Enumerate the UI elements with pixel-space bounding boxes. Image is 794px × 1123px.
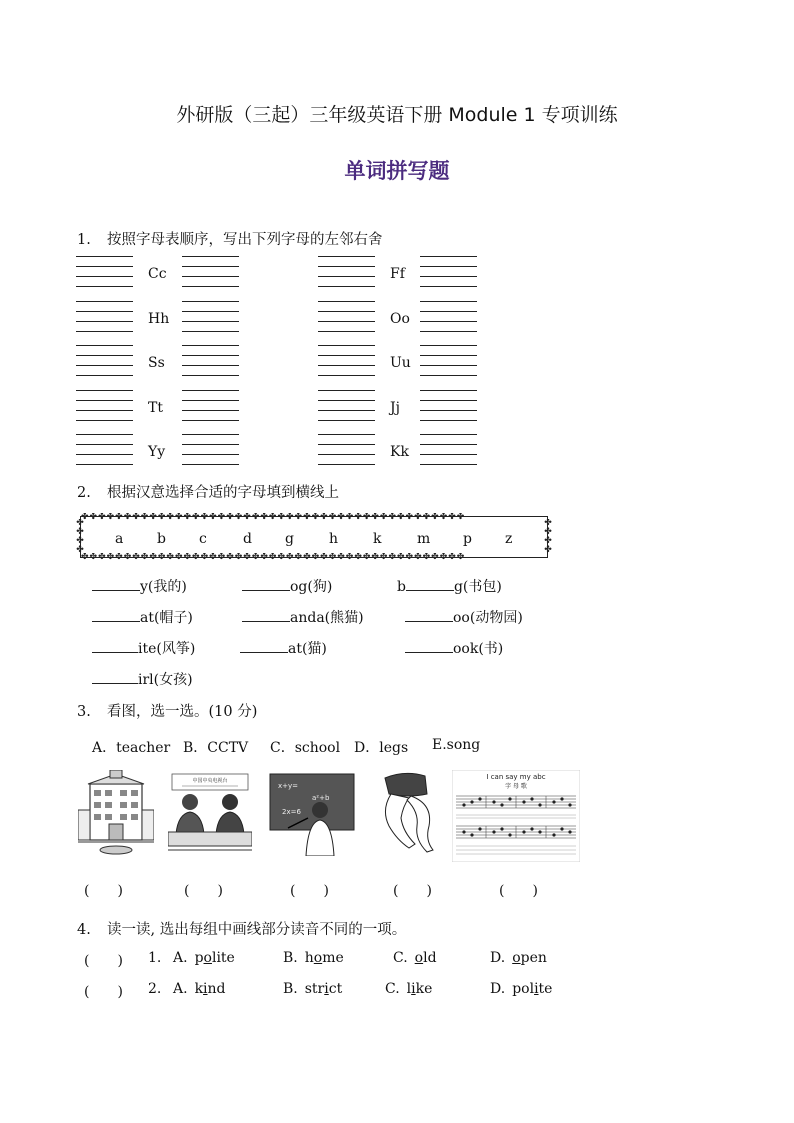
letter-bank-letter: d xyxy=(243,531,252,547)
writing-line[interactable] xyxy=(76,434,133,435)
fill-in-item xyxy=(92,576,187,596)
writing-line[interactable] xyxy=(182,464,239,465)
q1-letter-pair: Yy xyxy=(148,444,166,460)
writing-line[interactable] xyxy=(318,410,375,411)
writing-line[interactable] xyxy=(76,410,133,411)
page-subtitle: 单词拼写题 xyxy=(344,158,450,183)
writing-line[interactable] xyxy=(76,365,133,366)
word-prefix: b xyxy=(397,579,406,595)
writing-line[interactable] xyxy=(318,390,375,391)
letter-bank-letter: z xyxy=(505,531,513,547)
writing-line[interactable] xyxy=(318,444,375,445)
writing-line[interactable] xyxy=(182,400,239,401)
writing-line[interactable] xyxy=(318,286,375,287)
answer-blank[interactable] xyxy=(405,607,453,622)
writing-line[interactable] xyxy=(420,311,477,312)
writing-line[interactable] xyxy=(182,301,239,302)
option-letter: A. xyxy=(173,981,188,997)
fill-in-item xyxy=(242,576,332,596)
word-suffix: at(猫) xyxy=(288,641,327,657)
fill-in-item xyxy=(397,576,502,596)
writing-line[interactable] xyxy=(318,345,375,346)
choice-option xyxy=(490,950,547,966)
question-number: 4. xyxy=(77,922,91,938)
answer-paren-1[interactable]: ( ) xyxy=(84,883,123,899)
writing-line[interactable] xyxy=(182,375,239,376)
writing-line[interactable] xyxy=(76,331,133,332)
letter-bank-letter: a xyxy=(115,531,124,547)
fill-in-item xyxy=(405,638,503,658)
writing-line[interactable] xyxy=(420,276,477,277)
letter-bank-letter: m xyxy=(417,531,431,547)
word-part: p xyxy=(194,950,204,966)
writing-line[interactable] xyxy=(318,276,375,277)
answer-blank[interactable] xyxy=(92,576,140,591)
word-suffix: y(我的) xyxy=(140,579,187,595)
writing-line[interactable] xyxy=(76,321,133,322)
fill-in-item xyxy=(92,607,193,627)
word-part: l xyxy=(406,981,412,997)
writing-line[interactable] xyxy=(420,390,477,391)
option-letter: B. xyxy=(283,950,298,966)
alphabet-song-picture xyxy=(452,770,580,862)
ornament-border-top: ✤✤✤✤✤✤✤✤✤✤✤✤✤✤✤✤✤✤✤✤✤✤✤✤✤✤✤✤✤✤✤✤✤✤✤✤✤✤✤✤✤✤✤✤✤ xyxy=(81,513,466,521)
writing-line[interactable] xyxy=(182,331,239,332)
word-suffix: oo(动物园) xyxy=(453,610,523,626)
answer-blank[interactable] xyxy=(92,607,140,622)
option-letter: B. xyxy=(283,981,298,997)
writing-line[interactable] xyxy=(76,390,133,391)
writing-line[interactable] xyxy=(318,256,375,257)
writing-line[interactable] xyxy=(182,365,239,366)
writing-line[interactable] xyxy=(420,400,477,401)
word-part: h xyxy=(304,950,314,966)
writing-line[interactable] xyxy=(76,375,133,376)
option-c: C．school xyxy=(270,740,341,756)
word-suffix: at(帽子) xyxy=(140,610,193,626)
item-number: 1. xyxy=(148,950,162,966)
underlined-part: i xyxy=(324,981,329,997)
writing-line[interactable] xyxy=(420,355,477,356)
writing-line[interactable] xyxy=(182,256,239,257)
writing-line[interactable] xyxy=(182,355,239,356)
writing-line[interactable] xyxy=(318,375,375,376)
teacher-picture xyxy=(268,770,356,856)
option-e: E.song xyxy=(432,737,481,753)
answer-paren-5[interactable]: ( ) xyxy=(499,883,538,899)
writing-line[interactable] xyxy=(76,286,133,287)
answer-paren[interactable]: ( ) xyxy=(84,953,123,969)
question-text: 按照字母表顺序，写出下列字母的左邻右舍 xyxy=(107,232,383,248)
option-letter: C. xyxy=(385,981,400,997)
word-suffix: irl(女孩) xyxy=(138,672,193,688)
answer-blank[interactable] xyxy=(92,638,138,653)
word-part: str xyxy=(304,981,325,997)
letter-bank-letter: k xyxy=(373,531,382,547)
writing-line[interactable] xyxy=(420,345,477,346)
choice-option xyxy=(283,950,344,966)
choice-option xyxy=(385,981,432,997)
word-suffix: og(狗) xyxy=(290,579,333,595)
answer-blank[interactable] xyxy=(92,669,138,684)
word-part: te xyxy=(538,981,553,997)
underlined-part: o xyxy=(414,950,424,966)
answer-paren-3[interactable]: ( ) xyxy=(290,883,329,899)
writing-line[interactable] xyxy=(76,311,133,312)
underlined-part: o xyxy=(512,950,521,966)
question-text: 读一读, 选出每组中画线部分读音不同的一项。 xyxy=(107,922,407,938)
writing-line[interactable] xyxy=(318,420,375,421)
song-title-text: I can say my abc xyxy=(486,773,546,781)
question-3 xyxy=(77,700,257,721)
word-part: ke xyxy=(415,981,433,997)
option-a: A．teacher xyxy=(92,740,171,756)
question-text: 根据汉意选择合适的字母填到横线上 xyxy=(107,485,339,501)
fill-in-item xyxy=(242,607,364,627)
writing-line[interactable] xyxy=(420,444,477,445)
fill-in-item xyxy=(405,607,523,627)
writing-line[interactable] xyxy=(420,286,477,287)
underlined-part: i xyxy=(534,981,539,997)
letter-bank-box xyxy=(76,513,552,561)
writing-line[interactable] xyxy=(76,400,133,401)
answer-blank[interactable] xyxy=(242,576,290,591)
word-suffix: g(书包) xyxy=(453,579,502,595)
answer-paren[interactable]: ( ) xyxy=(84,984,123,1000)
letter-bank-letter: p xyxy=(463,531,472,547)
item-number: 2. xyxy=(148,981,162,997)
answer-blank[interactable] xyxy=(242,607,290,622)
writing-line[interactable] xyxy=(76,256,133,257)
writing-line[interactable] xyxy=(76,276,133,277)
letter-bank-letter: g xyxy=(285,531,294,547)
writing-line[interactable] xyxy=(182,311,239,312)
writing-line[interactable] xyxy=(182,390,239,391)
writing-line[interactable] xyxy=(420,301,477,302)
ornament-border-left: ✤ ✤ ✤ ✤ xyxy=(76,519,84,555)
answer-paren-2[interactable]: ( ) xyxy=(184,883,223,899)
word-part: pol xyxy=(512,981,535,997)
svg-text:2x=6: 2x=6 xyxy=(282,808,301,816)
writing-line[interactable] xyxy=(318,355,375,356)
writing-line[interactable] xyxy=(318,365,375,366)
option-letter: D. xyxy=(490,950,506,966)
writing-line[interactable] xyxy=(318,434,375,435)
page-title: 外研版（三起）三年级英语下册 Module 1 专项训练 xyxy=(176,104,618,126)
choice-option xyxy=(283,981,342,997)
writing-line[interactable] xyxy=(420,331,477,332)
q1-letter-pair: Hh xyxy=(148,311,170,327)
choice-option xyxy=(173,981,226,997)
writing-line[interactable] xyxy=(182,345,239,346)
svg-text:x+y=: x+y= xyxy=(278,782,299,790)
fill-in-item xyxy=(92,638,195,658)
writing-line[interactable] xyxy=(420,266,477,267)
song-cn-title-text: 字 母 歌 xyxy=(505,783,527,790)
underlined-part: o xyxy=(313,950,323,966)
writing-line[interactable] xyxy=(76,301,133,302)
legs-picture xyxy=(375,770,441,856)
option-letter: D. xyxy=(490,981,506,997)
writing-line[interactable] xyxy=(420,256,477,257)
writing-line[interactable] xyxy=(318,311,375,312)
ornament-border-right: ✤ ✤ ✤ ✤ xyxy=(544,519,552,555)
writing-line[interactable] xyxy=(318,301,375,302)
word-part: nd xyxy=(207,981,226,997)
question-4 xyxy=(77,918,406,939)
option-b: B．CCTV xyxy=(183,740,249,756)
question-number: 3. xyxy=(77,704,91,720)
writing-line[interactable] xyxy=(318,400,375,401)
writing-line[interactable] xyxy=(182,420,239,421)
question-number: 2. xyxy=(77,485,91,501)
writing-line[interactable] xyxy=(420,464,477,465)
writing-line[interactable] xyxy=(76,355,133,356)
writing-line[interactable] xyxy=(76,345,133,346)
answer-blank[interactable] xyxy=(405,638,453,653)
q1-letter-pair: Ss xyxy=(148,355,165,371)
question-number: 1. xyxy=(77,232,91,248)
writing-line[interactable] xyxy=(420,375,477,376)
writing-line[interactable] xyxy=(182,321,239,322)
q1-letter-pair: Jj xyxy=(390,400,400,416)
writing-line[interactable] xyxy=(318,454,375,455)
underlined-part: i xyxy=(203,981,208,997)
writing-line[interactable] xyxy=(182,434,239,435)
word-suffix: anda(熊猫) xyxy=(290,610,364,626)
word-part: pen xyxy=(520,950,547,966)
choice-option xyxy=(173,950,235,966)
answer-blank[interactable] xyxy=(240,638,288,653)
word-part: me xyxy=(322,950,344,966)
writing-line[interactable] xyxy=(420,365,477,366)
writing-line[interactable] xyxy=(182,410,239,411)
choice-option xyxy=(490,981,552,997)
cctv-sign-text: 中国中央电视台 xyxy=(192,778,228,784)
writing-line[interactable] xyxy=(420,454,477,455)
writing-line[interactable] xyxy=(76,420,133,421)
underlined-part: i xyxy=(411,981,416,997)
q1-letter-pair: Cc xyxy=(148,266,167,282)
q1-letter-pair: Kk xyxy=(390,444,409,460)
option-letter: A. xyxy=(173,950,188,966)
underlined-part: o xyxy=(203,950,212,966)
writing-line[interactable] xyxy=(182,444,239,445)
word-suffix: ook(书) xyxy=(453,641,504,657)
fill-in-item xyxy=(240,638,327,658)
writing-line[interactable] xyxy=(182,286,239,287)
writing-line[interactable] xyxy=(76,444,133,445)
writing-line[interactable] xyxy=(420,434,477,435)
word-part: ld xyxy=(423,950,437,966)
writing-line[interactable] xyxy=(318,266,375,267)
writing-line[interactable] xyxy=(318,331,375,332)
writing-line[interactable] xyxy=(318,321,375,322)
word-suffix: ite(风筝) xyxy=(138,641,196,657)
letter-bank-letter: h xyxy=(329,531,339,547)
answer-blank[interactable] xyxy=(406,576,454,591)
fill-in-item xyxy=(92,669,193,689)
writing-line[interactable] xyxy=(318,464,375,465)
choice-option xyxy=(393,950,437,966)
question-text: 看图，选一选。(10 分) xyxy=(107,704,258,720)
writing-line[interactable] xyxy=(420,420,477,421)
writing-line[interactable] xyxy=(420,321,477,322)
option-d: D．legs xyxy=(354,740,409,756)
letter-bank-letter: b xyxy=(157,531,166,547)
q1-letter-pair: Ff xyxy=(390,266,405,282)
cctv-anchors-picture xyxy=(168,770,252,856)
word-part: k xyxy=(194,981,204,997)
q1-letter-pair: Tt xyxy=(148,400,163,416)
question-1 xyxy=(77,228,383,249)
school-building-picture xyxy=(78,770,154,856)
writing-line[interactable] xyxy=(182,276,239,277)
word-part: lite xyxy=(211,950,235,966)
writing-line[interactable] xyxy=(76,266,133,267)
word-part: ct xyxy=(328,981,343,997)
letter-bank-letter: c xyxy=(199,531,207,547)
svg-text:a²+b: a²+b xyxy=(312,794,330,802)
writing-line[interactable] xyxy=(76,464,133,465)
q1-letter-pair: Oo xyxy=(390,311,410,327)
ornament-border-bottom: ✤✤✤✤✤✤✤✤✤✤✤✤✤✤✤✤✤✤✤✤✤✤✤✤✤✤✤✤✤✤✤✤✤✤✤✤✤✤✤✤✤✤✤✤✤ xyxy=(81,553,466,561)
writing-line[interactable] xyxy=(420,410,477,411)
writing-line[interactable] xyxy=(182,454,239,455)
q1-letter-pair: Uu xyxy=(390,355,411,371)
question-2 xyxy=(77,481,339,502)
answer-paren-4[interactable]: ( ) xyxy=(393,883,432,899)
writing-line[interactable] xyxy=(76,454,133,455)
option-letter: C. xyxy=(393,950,408,966)
writing-line[interactable] xyxy=(182,266,239,267)
